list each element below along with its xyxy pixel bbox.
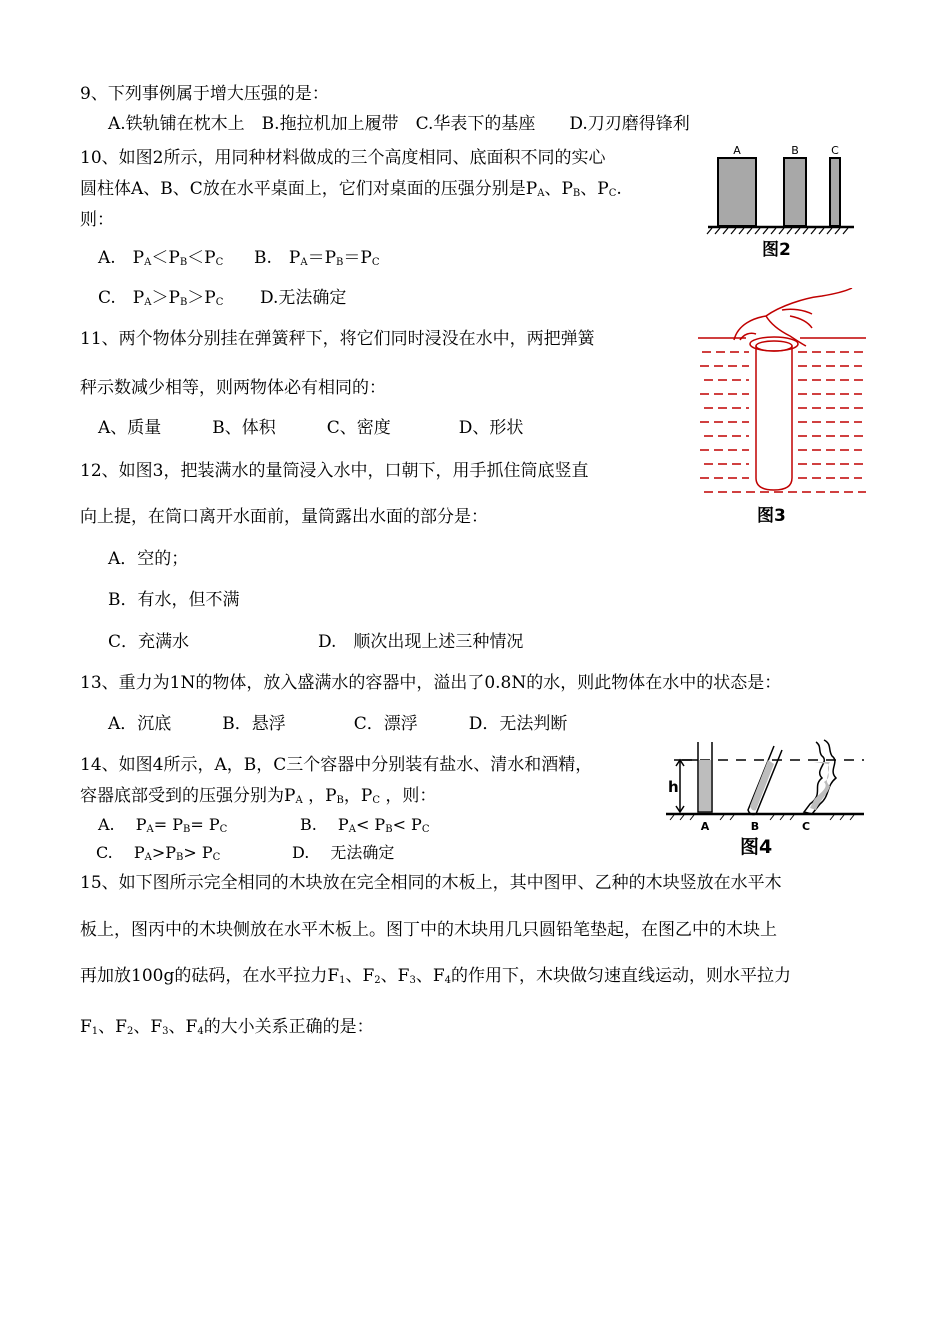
q11-options: A、质量 B、体积 C、密度 D、形状 <box>98 418 524 438</box>
q14-line1: 14、如图4所示，A，B，C三个容器中分别装有盐水、清水和酒精， <box>80 755 593 775</box>
q9-stem: 9、下列事例属于增大压强的是： <box>80 84 329 104</box>
q12-option-d: D. 顺次出现上述三种情况 <box>318 632 524 652</box>
q10-line3: 则： <box>80 210 114 230</box>
figure-4-caption: 图4 <box>740 836 773 858</box>
q10-option-b: B. $P_A=P_B=P_C$ <box>254 248 380 268</box>
q15-line3: 再加放100g的砝码，在水平拉力$F_1$、$F_2$、$F_3$、$F_4$的作用下，木块做匀速直线运动，则水平拉力 <box>80 966 792 986</box>
figure-4 <box>664 738 870 838</box>
q14-option-c: C. $P_A>P_B> P_C$ <box>96 843 221 863</box>
fig4-label-b: B <box>750 820 760 833</box>
q12-option-a: A．空的； <box>108 549 189 569</box>
figure-3 <box>694 288 874 498</box>
q11-line2: 秤示数减少相等，则两物体必有相同的： <box>80 378 386 398</box>
q9-options: A.铁轨铺在枕木上 B.拖拉机加上履带 C.华表下的基座 D.刀刃磨得锋利 <box>108 114 690 134</box>
q15-line4: $F_1$、$F_2$、$F_3$、$F_4$的大小关系正确的是： <box>80 1017 374 1037</box>
fig2-label-a: A <box>733 144 741 157</box>
q13-options: A．沉底 B．悬浮 C．漂浮 D．无法判断 <box>108 714 568 734</box>
q15-line2: 板上，图丙中的木块侧放在水平木板上。图丁中的木块用几只圆铅笔垫起，在图乙中的木块上 <box>80 920 777 940</box>
q10-line1: 10、如图2所示，用同种材料做成的三个高度相同、底面积不同的实心 <box>80 148 606 168</box>
q14-option-a: A. $P_A= P_B= P_C$ <box>98 815 228 835</box>
fig2-label-b: B <box>791 144 799 157</box>
q12-option-c: C．充满水 <box>108 632 190 652</box>
q14-line2: 容器底部受到的压强分别为$P_A$ ，$P_B$，$P_C$ ，则： <box>80 786 437 806</box>
q10-option-c: C. $P_A>P_B>P_C$ <box>98 288 224 308</box>
q14-option-b: B. $P_A< P_B< P_C$ <box>300 815 430 835</box>
fig2-label-c: C <box>831 144 839 157</box>
fig4-label-c: C <box>801 820 811 833</box>
fig4-label-a: A <box>700 820 710 833</box>
q10-line2: 圆柱体A、B、C放在水平桌面上，它们对桌面的压强分别是$P_A$、$P_B$、$P_C$. <box>80 179 622 199</box>
figure-3-caption: 图3 <box>757 506 786 526</box>
q12-line1: 12、如图3，把装满水的量筒浸入水中，口朝下，用手抓住筒底竖直 <box>80 461 589 481</box>
q14-option-d: D. 无法确定 <box>292 843 395 862</box>
figure-2-caption: 图2 <box>762 240 791 260</box>
q12-line2: 向上提，在筒口离开水面前，量筒露出水面的部分是： <box>80 507 488 527</box>
q11-line1: 11、两个物体分别挂在弹簧秤下，将它们同时浸没在水中，两把弹簧 <box>80 329 595 349</box>
q12-option-b: B．有水，但不满 <box>108 590 240 610</box>
q10-option-d: D.无法确定 <box>260 288 347 308</box>
q13-stem: 13、重力为1N的物体，放入盛满水的容器中，溢出了0.8N的水，则此物体在水中的状态是： <box>80 673 782 693</box>
q15-line1: 15、如下图所示完全相同的木块放在完全相同的木板上，其中图甲、乙种的木块竖放在水平木 <box>80 873 782 893</box>
fig4-h-label: h <box>668 778 679 796</box>
q10-option-a: A. $P_A<P_B<P_C$ <box>98 248 224 268</box>
